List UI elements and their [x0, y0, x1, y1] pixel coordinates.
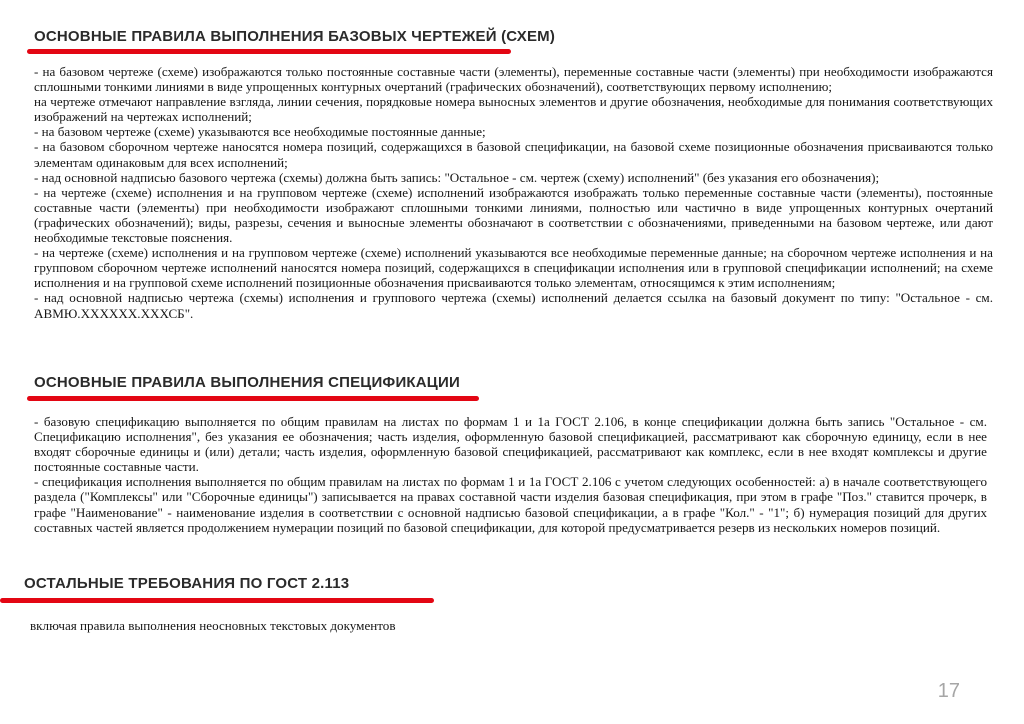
paragraph: - на базовом чертеже (схеме) изображаются только постоянные составные части (элементы), переменные составные части (элементы) при необходимости изображаются сплошными тонкими линиями в виде упрощенных контурных очертаний (графических обозначений), соответствующих первому исполнению;: [34, 64, 993, 95]
paragraph: - над основной надписью чертежа (схемы) исполнения и группового чертежа (схемы) исполнений делается ссылка на базовый документ по типу: "Остальное - см. АВМЮ.ХХХХХХ.ХХХСБ".: [34, 290, 993, 321]
page-number: 17: [937, 680, 960, 702]
paragraph: - спецификация исполнения выполняется по общим правилам на листах по формам 1 и 1а ГОСТ 2.106 с учетом следующих особенностей: а) в начале соответствующего раздела ("Комплексы" или "Сборочные единицы") записывается на правах составной части изделия базовая спецификация, при этом в графе "Поз." ставится прочерк, в графе "Наименование" - наименование изделия в соответствии с основной надписью базовой спецификации, а в графе "Кол." - "1"; б) нумерация позиций для других составных частей является продолжением нумерации позиций по базовой спецификации, для которой предусматривается резерв из нескольких номеров позиций.: [34, 474, 987, 535]
paragraph: - на базовом чертеже (схеме) указываются все необходимые постоянные данные;: [34, 124, 486, 140]
heading-underline: [0, 598, 434, 603]
section-heading-base-drawings: ОСНОВНЫЕ ПРАВИЛА ВЫПОЛНЕНИЯ БАЗОВЫХ ЧЕРТЕЖЕЙ (СХЕМ): [34, 28, 556, 45]
heading-underline: [27, 49, 511, 54]
paragraph: - над основной надписью базового чертежа (схемы) должна быть запись: "Остальное - см. чертеж (схему) исполнений" (без указания его обозначения);: [34, 169, 880, 185]
paragraph: - на базовом сборочном чертеже наносятся номера позиций, содержащихся в базовой спецификации, на базовой схеме позиционные обозначения присваиваются только элементам одинаковым для всех исполнений;: [34, 139, 993, 170]
paragraph: включая правила выполнения неосновных текстовых документов: [30, 618, 396, 633]
section-body-base-drawings: [34, 64, 993, 321]
paragraph: - на чертеже (схеме) исполнения и на групповом чертеже (схеме) исполнений указываются все необходимые переменные данные; на сборочном чертеже исполнения и на групповом сборочном чертеже исполнений наносятся номера позиций, содержащихся в спецификации исполнения или в групповой спецификации исполнений; на схеме исполнения и на групповой схеме исполнений позиционные обозначения присваиваются только элементам, относящимся к этим исполнениям;: [34, 245, 993, 291]
section-body-specification: [34, 414, 987, 535]
section-body-other-requirements: [30, 618, 630, 633]
heading-underline: [27, 396, 479, 401]
paragraph: - на чертеже (схеме) исполнения и на групповом чертеже (схеме) исполнений изображаются изображать только переменные составные части (элементы), постоянные составные части (элементы) при необходимости изображают сплошными тонкими линиями, полностью или частично в виде упрощенных контурных очертаний (графических обозначений); виды, разрезы, сечения и выносные элементы обозначают в соответствии с обозначениями, приведенными на базовом чертеже, или дают необходимые текстовые пояснения.: [34, 184, 993, 246]
section-heading-specification: ОСНОВНЫЕ ПРАВИЛА ВЫПОЛНЕНИЯ СПЕЦИФИКАЦИИ: [34, 374, 460, 391]
paragraph: - базовую спецификацию выполняется по общим правилам на листах по формам 1 и 1а ГОСТ 2.106, в конце спецификации должна быть запись "Остальное - см. Спецификацию исполнения", без указания ее обозначения; часть изделия, оформленную базовой спецификацией, рассматривают как сборочную единицу, если в нее входят сборочные единицы и (или) детали; часть изделия, оформленную базовой спецификацией, рассматривают как комплекс, если в нее входят комплексы и другие постоянные составные части.: [34, 414, 987, 475]
paragraph: на чертеже отмечают направление взгляда, линии сечения, порядковые номера выносных элементов и другие обозначения, необходимые для понимания соответствующих изображений на чертежах исполнений;: [34, 94, 993, 125]
section-heading-other-requirements: ОСТАЛЬНЫЕ ТРЕБОВАНИЯ ПО ГОСТ 2.113: [24, 575, 350, 592]
